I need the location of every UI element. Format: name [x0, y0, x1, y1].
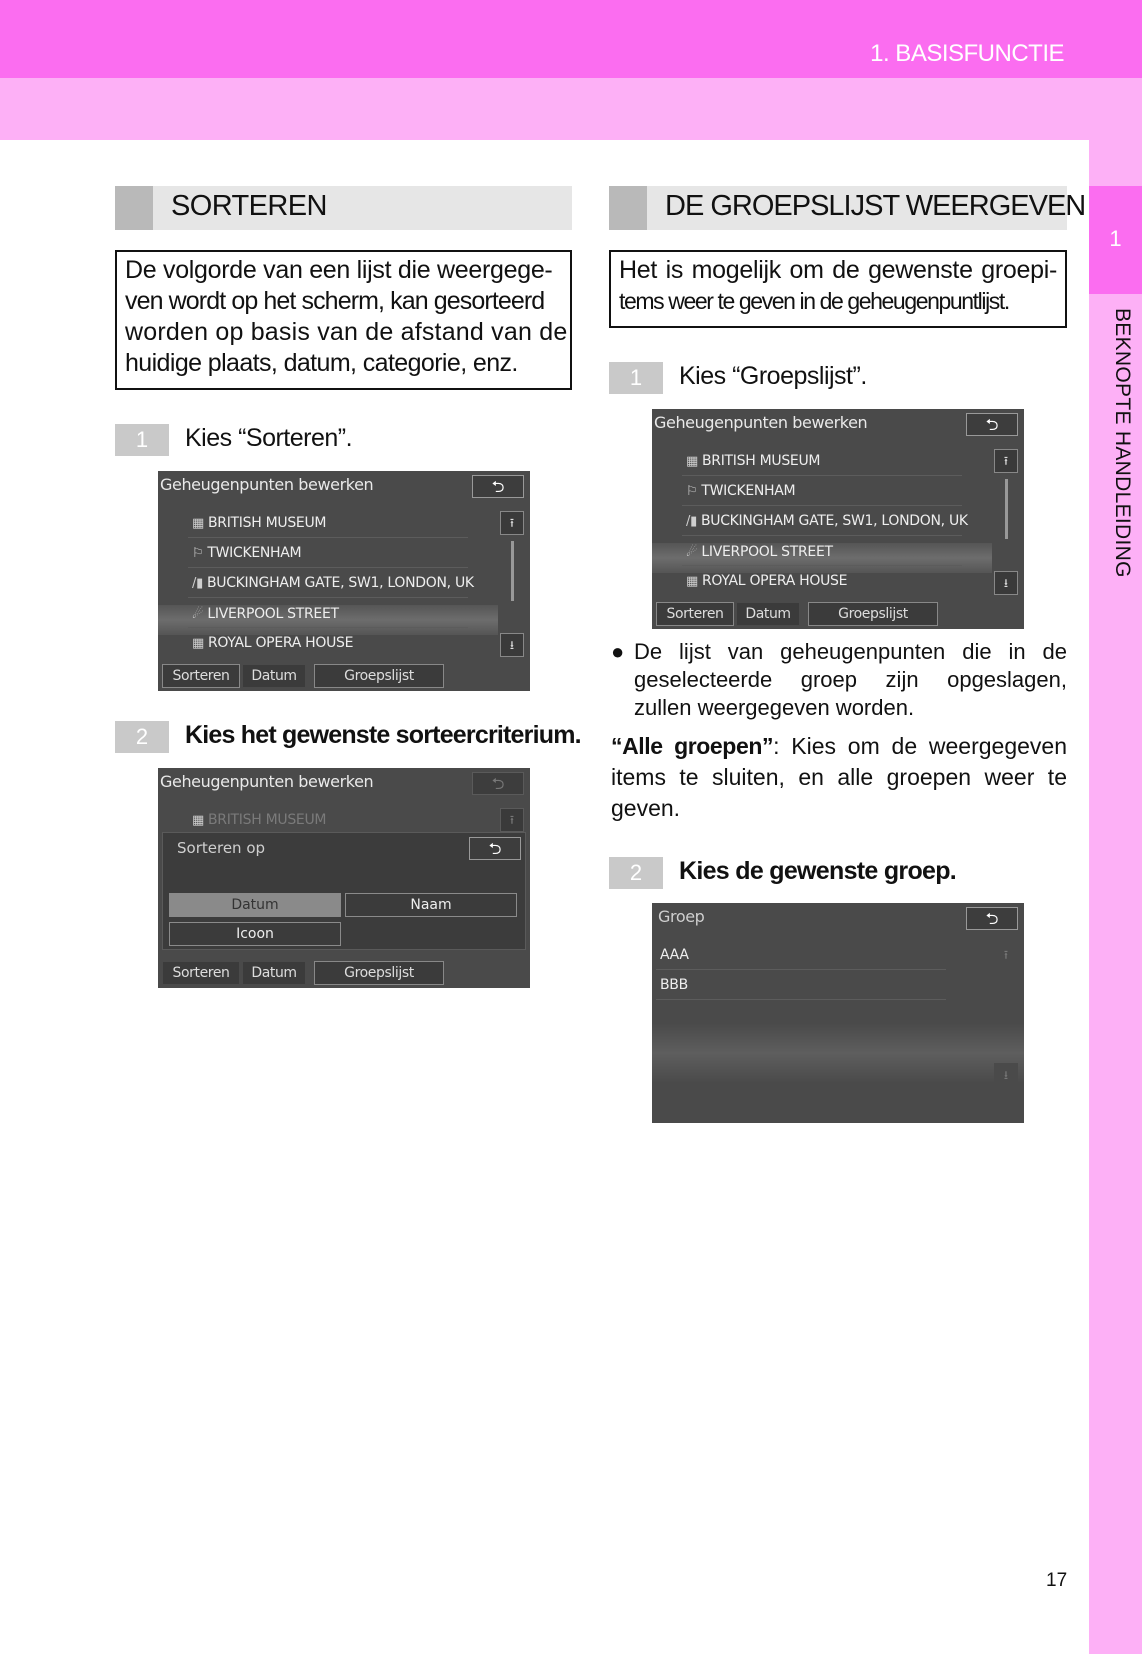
bullet-line: zullen weergegeven worden.	[634, 695, 915, 720]
scroll-down-button[interactable]	[994, 571, 1018, 595]
info-line: De volgorde van een lijst die weergege-	[125, 256, 553, 284]
group-list-button[interactable]: Groepslijst	[314, 664, 444, 688]
header-subbar	[0, 78, 1142, 140]
sort-button[interactable]: Sorteren	[162, 961, 240, 985]
bullet-dot: ●	[611, 639, 625, 664]
scroll-down-button[interactable]	[500, 633, 524, 657]
arrow-up-icon: ⭱	[1003, 948, 1009, 962]
back-button[interactable]	[966, 907, 1018, 930]
list-item-label: TWICKENHAM	[701, 483, 796, 499]
row-divider	[682, 535, 962, 536]
chapter-title: 1. BASISFUNCTIE	[870, 40, 1064, 67]
list-item-label: BRITISH MUSEUM	[701, 453, 821, 469]
back-button[interactable]	[472, 475, 524, 498]
address-icon: /▮	[192, 576, 203, 591]
info-line: worden op basis van de afstand van de	[125, 318, 568, 346]
screenshot-list-group	[652, 409, 1024, 629]
list-item[interactable]	[192, 606, 339, 622]
list-item-dimmed	[192, 812, 326, 828]
back-icon: ⮌	[985, 909, 999, 928]
list-item[interactable]	[192, 575, 474, 591]
arrow-up-icon: ⭱	[509, 516, 515, 530]
section-heading-groepslijst	[609, 186, 1086, 230]
info-line: Het is mogelijk om de gewenste groepi-	[619, 256, 1057, 284]
museum-icon: ▦	[192, 516, 204, 531]
scroll-up-button[interactable]	[500, 511, 524, 535]
row-divider	[188, 537, 468, 538]
group-list-button[interactable]: Groepslijst	[808, 602, 938, 626]
sort-button[interactable]: Sorteren	[656, 602, 734, 626]
row-divider	[656, 999, 946, 1000]
list-item-label: BUCKINGHAM GATE, SW1, LONDON, UK	[700, 513, 968, 529]
list-item[interactable]	[192, 515, 326, 531]
row-divider	[188, 597, 468, 598]
scrollbar[interactable]	[511, 541, 514, 601]
info-line: huidige plaats, datum, categorie, enz.	[125, 349, 518, 377]
back-icon: ⮌	[488, 839, 502, 858]
screen-title: Geheugenpunten bewerken	[160, 772, 374, 791]
info-line: tems weer te geven in de geheugenpuntlijst.	[619, 288, 1009, 314]
section-title: DE GROEPSLIJST WEERGEVEN	[665, 190, 1086, 222]
museum-icon: ▦	[686, 454, 698, 469]
list-item[interactable]	[686, 544, 833, 560]
screenshot-list-sort	[158, 471, 530, 691]
list-item[interactable]	[686, 513, 968, 529]
para-line: items te sluiten, en alle groepen weer te	[611, 764, 1067, 790]
back-icon: ⮌	[985, 415, 999, 434]
info-box-groepslijst	[609, 250, 1067, 328]
arrow-down-icon: ⭳	[1003, 1068, 1009, 1082]
step-number-badge: 1	[609, 362, 663, 394]
list-item-label: ROYAL OPERA HOUSE	[207, 635, 354, 651]
station-icon: ☄	[686, 545, 698, 560]
flag-icon: ⚐	[686, 484, 698, 499]
row-divider	[188, 567, 468, 568]
list-item[interactable]	[686, 573, 847, 589]
screen-title: Groep	[658, 907, 705, 926]
term-alle-groepen: “Alle groepen”	[611, 733, 774, 759]
scrollbar[interactable]	[1005, 479, 1008, 539]
group-item[interactable]: BBB	[660, 977, 688, 993]
back-icon: ⮌	[491, 774, 505, 793]
step-number-badge: 2	[115, 721, 169, 753]
list-item-label: LIVERPOOL STREET	[207, 606, 339, 622]
museum-icon: ▦	[192, 813, 204, 828]
step-text: Kies “Groepslijst”.	[679, 362, 867, 390]
arrow-down-icon: ⭳	[1003, 576, 1009, 590]
step-2-groepslijst	[609, 857, 1069, 889]
list-item[interactable]	[192, 545, 301, 561]
scroll-down-button-disabled	[994, 1063, 1018, 1087]
list-item[interactable]	[686, 483, 795, 499]
list-item-label: TWICKENHAM	[207, 545, 302, 561]
section-heading-sorteren	[115, 186, 572, 230]
list-item-label: BUCKINGHAM GATE, SW1, LONDON, UK	[206, 575, 474, 591]
bullet-note	[611, 638, 1067, 722]
info-box-sorteren	[115, 250, 572, 390]
screenshot-group-list	[652, 903, 1024, 1123]
row-divider	[682, 505, 962, 506]
flag-icon: ⚐	[192, 546, 204, 561]
arrow-up-icon: ⭱	[509, 813, 515, 827]
sort-button[interactable]: Sorteren	[162, 664, 240, 688]
para-line: geven.	[611, 795, 681, 821]
section-title: SORTEREN	[171, 190, 327, 222]
list-item-label: BRITISH MUSEUM	[207, 812, 327, 828]
back-button[interactable]	[966, 413, 1018, 436]
bullet-line: geselecteerde groep zijn opgeslagen,	[634, 667, 1067, 692]
station-icon: ☄	[192, 607, 204, 622]
para-text: : Kies om de weergegeven	[773, 733, 1068, 759]
back-icon: ⮌	[491, 477, 505, 496]
side-section-label: BEKNOPTE HANDLEIDING	[1111, 308, 1134, 578]
scroll-up-button-disabled	[994, 943, 1018, 967]
heading-marker	[609, 186, 647, 230]
step-1-sorteren	[115, 424, 575, 456]
step-text: Kies “Sorteren”.	[185, 424, 353, 452]
bullet-line: De lijst van geheugenpunten die in de	[634, 639, 1067, 664]
screenshot-sort-options	[158, 768, 530, 988]
list-item-label: LIVERPOOL STREET	[701, 544, 833, 560]
arrow-up-icon: ⭱	[1003, 454, 1009, 468]
para-line	[611, 731, 1067, 762]
museum-icon: ▦	[192, 636, 204, 651]
page-number: 17	[1046, 1570, 1068, 1591]
list-item-label: BRITISH MUSEUM	[207, 515, 327, 531]
step-2-sorteren	[115, 721, 585, 753]
scroll-up-button-disabled	[500, 808, 524, 832]
step-text: Kies het gewenste sorteercriterium.	[185, 721, 581, 749]
step-number-badge: 1	[115, 424, 169, 456]
scroll-up-button[interactable]	[994, 449, 1018, 473]
group-list-button[interactable]: Groepslijst	[314, 961, 444, 985]
screen-title: Geheugenpunten bewerken	[160, 475, 374, 494]
list-item-label: ROYAL OPERA HOUSE	[701, 573, 848, 589]
row-divider	[188, 627, 468, 628]
date-button[interactable]: Datum	[242, 664, 306, 688]
sort-by-name-option[interactable]: Naam	[345, 893, 517, 917]
side-tab-number: 1	[1109, 226, 1122, 251]
date-button[interactable]: Datum	[736, 602, 800, 626]
step-number-badge: 2	[609, 857, 663, 889]
museum-icon: ▦	[686, 574, 698, 589]
sort-by-date-option[interactable]: Datum	[169, 893, 341, 917]
address-icon: /▮	[686, 514, 697, 529]
alle-groepen-paragraph	[611, 731, 1067, 824]
background-gradient	[652, 1023, 1024, 1083]
heading-marker	[115, 186, 153, 230]
dialog-title: Sorteren op	[177, 839, 266, 857]
arrow-down-icon: ⭳	[509, 638, 515, 652]
step-1-groepslijst	[609, 362, 1069, 394]
screen-title: Geheugenpunten bewerken	[654, 413, 868, 432]
row-divider	[682, 475, 962, 476]
group-item[interactable]: AAA	[660, 947, 689, 963]
row-divider	[656, 969, 946, 970]
list-item[interactable]	[192, 635, 353, 651]
sort-by-icon-option[interactable]: Icoon	[169, 922, 341, 946]
step-text: Kies de gewenste groep.	[679, 857, 957, 885]
row-divider	[682, 565, 962, 566]
date-button[interactable]: Datum	[242, 961, 306, 985]
dialog-back-button[interactable]	[469, 837, 521, 860]
list-item[interactable]	[686, 453, 820, 469]
info-line: ven wordt op het scherm, kan gesorteerd	[125, 287, 545, 315]
back-button-disabled	[472, 772, 524, 795]
sort-options-dialog	[162, 832, 526, 950]
